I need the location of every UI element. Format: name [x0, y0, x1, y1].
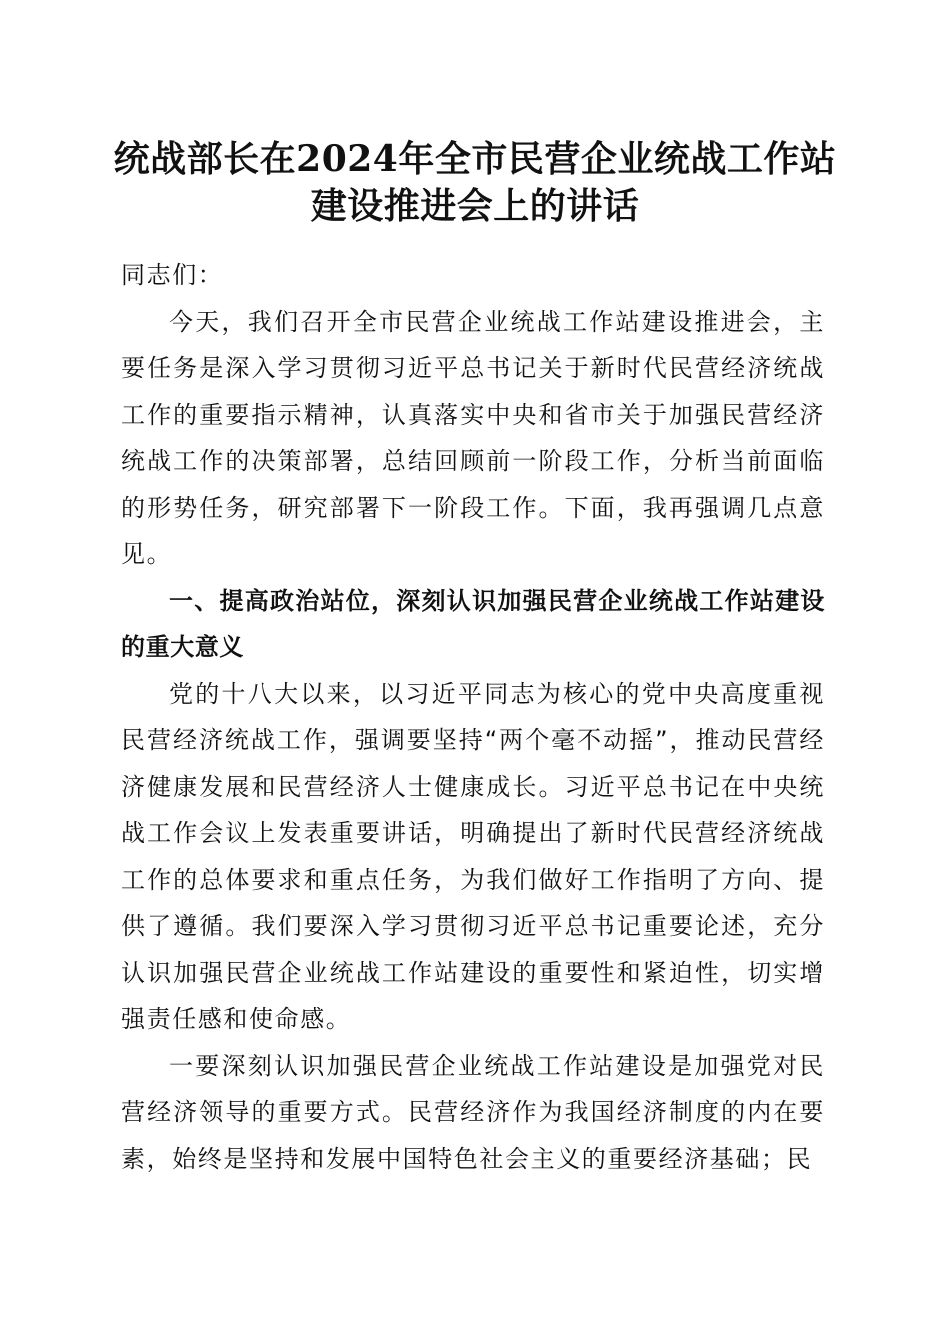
- salutation: 同志们：: [121, 261, 224, 289]
- title-line-1: 统战部长在2024年全市民营企业统战工作站: [113, 138, 837, 180]
- section-1-heading: 一、提高政治站位，深刻认识加强民营企业统战工作站建设的重大意义: [121, 586, 825, 661]
- document-body: [121, 252, 825, 1182]
- intro-paragraph: 今天，我们召开全市民营企业统战工作站建设推进会，主要任务是深入学习贯彻习近平总书记关于新时代民营经济统战工作的重要指示精神，认真落实中央和省市关于加强民营经济统战工作的决策部署，总结回顾前一阶段工作，分析当前面临的形势任务，研究部署下一阶段工作。下面，我再强调几点意见。: [121, 307, 825, 568]
- document-title: [100, 136, 850, 230]
- section-1-paragraph-1: 党的十八大以来，以习近平同志为核心的党中央高度重视民营经济统战工作，强调要坚持“两个毫不动摇”，推动民营经济健康发展和民营经济人士健康成长。习近平总书记在中央统战工作会议上发表重要讲话，明确提出了新时代民营经济统战工作的总体要求和重点任务，为我们做好工作指明了方向、提供了遵循。我们要深入学习贯彻习近平总书记重要论述，充分认识加强民营企业统战工作站建设的重要性和紧迫性，切实增强责任感和使命感。: [121, 679, 825, 1033]
- section-1-paragraph-2: 一要深刻认识加强民营企业统战工作站建设是加强党对民营经济领导的重要方式。民营经济作为我国经济制度的内在要素，始终是坚持和发展中国特色社会主义的重要经济基础；民: [121, 1051, 825, 1173]
- title-line-2: 建设推进会上的讲话: [310, 185, 640, 227]
